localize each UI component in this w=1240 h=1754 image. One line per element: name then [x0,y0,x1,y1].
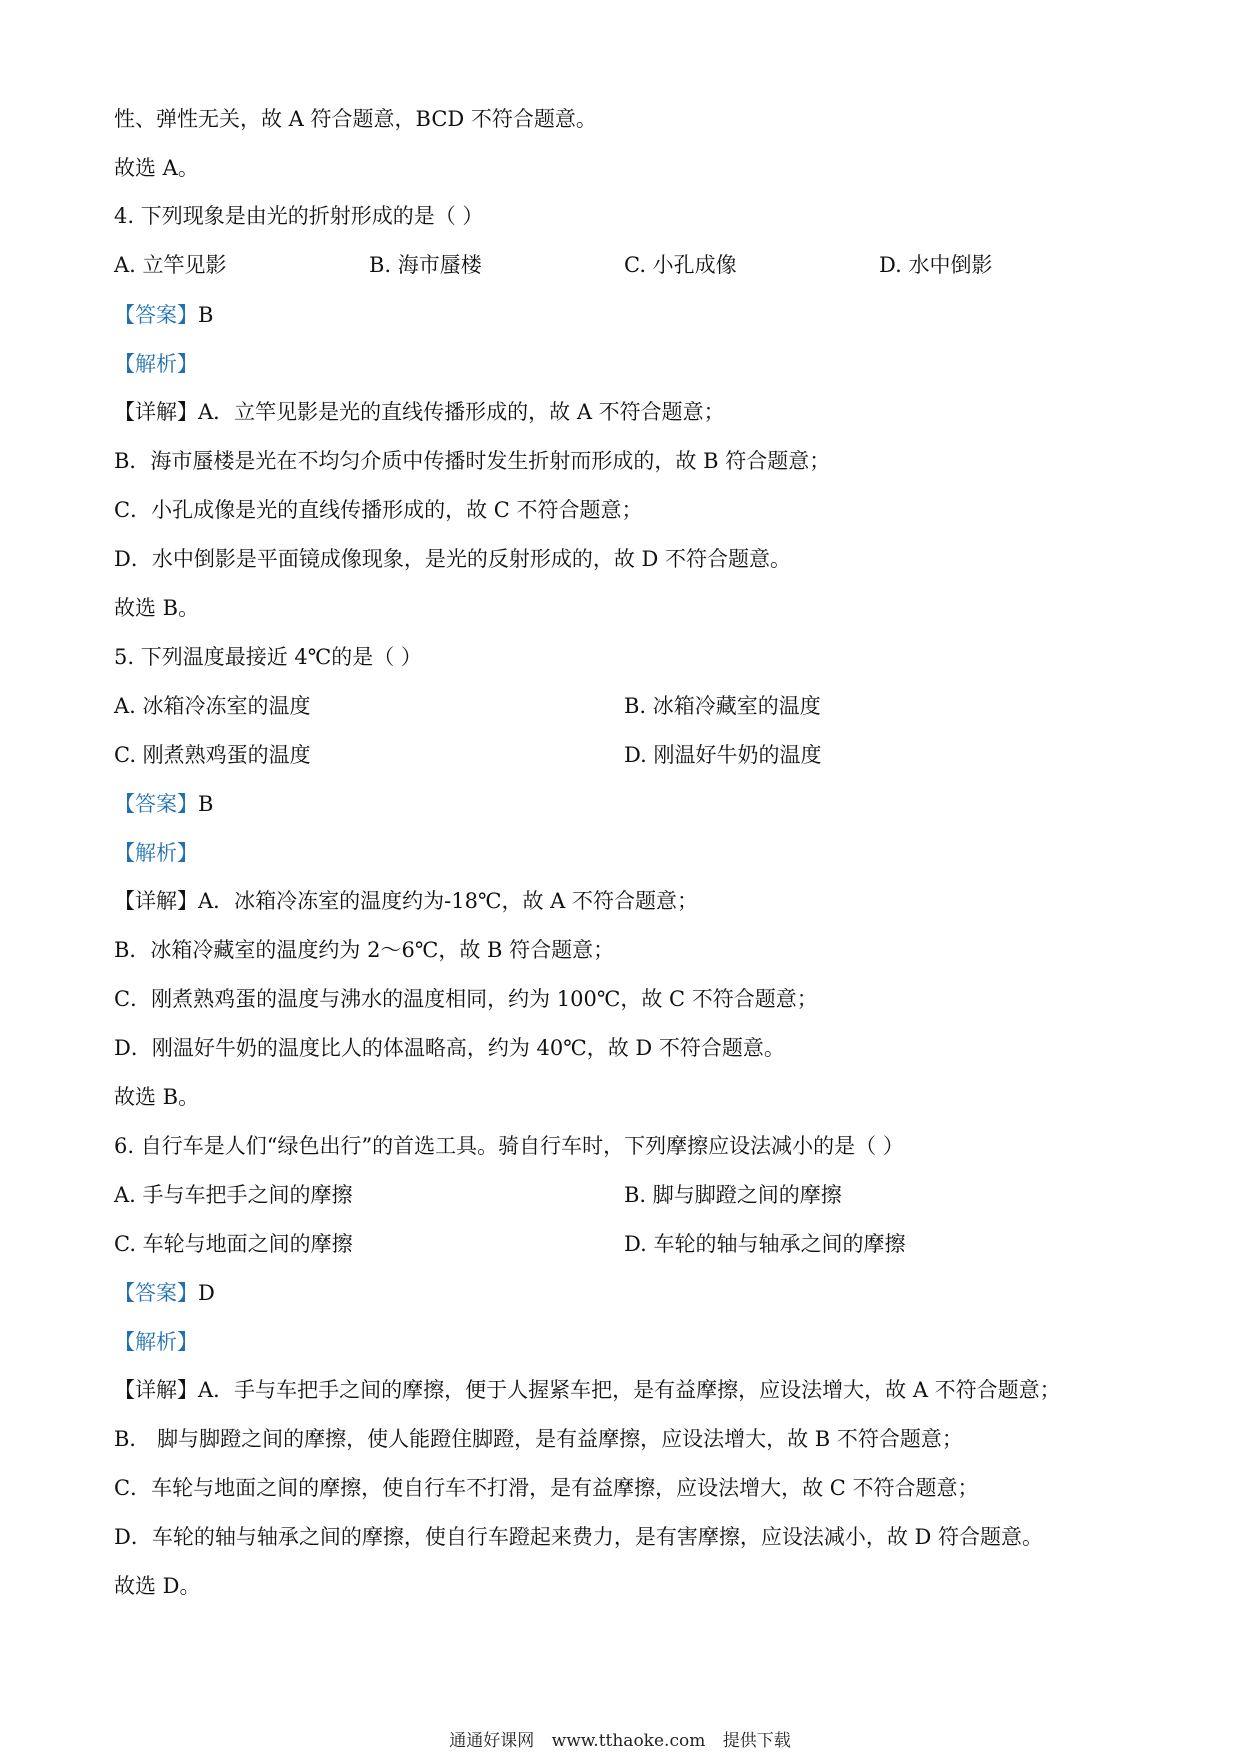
question-5-stem: 5. 下列温度最接近 4℃的是（ ） [114,645,422,669]
question-4-detail-1 [114,397,725,427]
question-5-option-d: D. 刚温好牛奶的温度 [624,743,822,767]
question-4-option-b: B. 海市蜃楼 [369,253,482,277]
question-6-answer [114,1278,215,1308]
question-6-stem: 6. 自行车是人们“绿色出行”的首选工具。骑自行车时，下列摩擦应设法减小的是（ ） [114,1134,904,1158]
question-4-conclusion: 故选 B。 [114,596,200,620]
question-6-option-b: B. 脚与脚蹬之间的摩擦 [624,1183,842,1207]
question-5-option-a: A. 冰箱冷冻室的温度 [114,694,311,718]
page-footer [0,1730,1240,1752]
question-4-option-c: C. 小孔成像 [624,253,737,277]
question-6-analysis-tag: 【解析】 [114,1330,198,1354]
text-line: 故选 A。 [114,156,199,180]
question-6-option-d: D. 车轮的轴与轴承之间的摩擦 [624,1232,906,1256]
question-4-detail-2: B．海市蜃楼是光在不均匀介质中传播时发生折射而形成的，故 B 符合题意； [114,449,831,473]
footer-note: 提供下载 [722,1731,791,1751]
question-6-detail-3: C．车轮与地面之间的摩擦，使自行车不打滑，是有益摩擦，应设法增大，故 C 不符合题意； [114,1476,979,1500]
question-5-option-c: C. 刚煮熟鸡蛋的温度 [114,743,311,767]
question-4-stem: 4. 下列现象是由光的折射形成的是（ ） [114,204,484,228]
answer-value: D [198,1281,215,1305]
question-5-conclusion: 故选 B。 [114,1085,200,1109]
detail-tag: 【详解】 [114,1378,198,1402]
question-4-answer [114,300,213,330]
question-4-detail-4: D．水中倒影是平面镜成像现象，是光的反射形成的，故 D 不符合题意。 [114,547,792,571]
question-6-detail-2: B． 脚与脚蹬之间的摩擦，使人能蹬住脚蹬，是有益摩擦，应设法增大，故 B 不符合题意； [114,1427,963,1451]
footer-url: www.tthaoke.com [551,1731,706,1751]
question-6-detail-1 [114,1375,1061,1405]
detail-text: A．手与车把手之间的摩擦，便于人握紧车把，是有益摩擦，应设法增大，故 A 不符合题意； [198,1378,1061,1402]
question-5-detail-2: B．冰箱冷藏室的温度约为 2～6℃，故 B 符合题意； [114,938,615,962]
detail-text: A．立竿见影是光的直线传播形成的，故 A 不符合题意； [198,400,725,424]
answer-tag: 【答案】 [114,792,198,816]
question-5-detail-1 [114,886,698,916]
question-5-detail-3: C．刚煮熟鸡蛋的温度与沸水的温度相同，约为 100℃，故 C 不符合题意； [114,987,818,1011]
question-5-option-b: B. 冰箱冷藏室的温度 [624,694,821,718]
detail-text: A．冰箱冷冻室的温度约为-18℃，故 A 不符合题意； [198,889,698,913]
question-6-detail-4: D．车轮的轴与轴承之间的摩擦，使自行车蹬起来费力，是有害摩擦，应设法减小，故 D 符合题意。 [114,1525,1044,1549]
footer-site: 通通好课网 [449,1731,535,1751]
detail-tag: 【详解】 [114,889,198,913]
text-line: 性、弹性无关，故 A 符合题意，BCD 不符合题意。 [114,107,597,131]
question-4-option-d: D. 水中倒影 [879,253,993,277]
question-6-conclusion: 故选 D。 [114,1574,201,1598]
question-6-option-c: C. 车轮与地面之间的摩擦 [114,1232,353,1256]
question-5-detail-4: D．刚温好牛奶的温度比人的体温略高，约为 40℃，故 D 不符合题意。 [114,1036,785,1060]
question-4-detail-3: C．小孔成像是光的直线传播形成的，故 C 不符合题意； [114,498,643,522]
answer-tag: 【答案】 [114,303,198,327]
question-5-answer [114,789,213,819]
question-6-option-a: A. 手与车把手之间的摩擦 [114,1183,353,1207]
answer-value: B [198,792,214,816]
question-5-analysis-tag: 【解析】 [114,841,198,865]
detail-tag: 【详解】 [114,400,198,424]
answer-value: B [198,303,214,327]
answer-tag: 【答案】 [114,1281,198,1305]
question-4-option-a: A. 立竿见影 [114,253,227,277]
question-4-analysis-tag: 【解析】 [114,352,198,376]
